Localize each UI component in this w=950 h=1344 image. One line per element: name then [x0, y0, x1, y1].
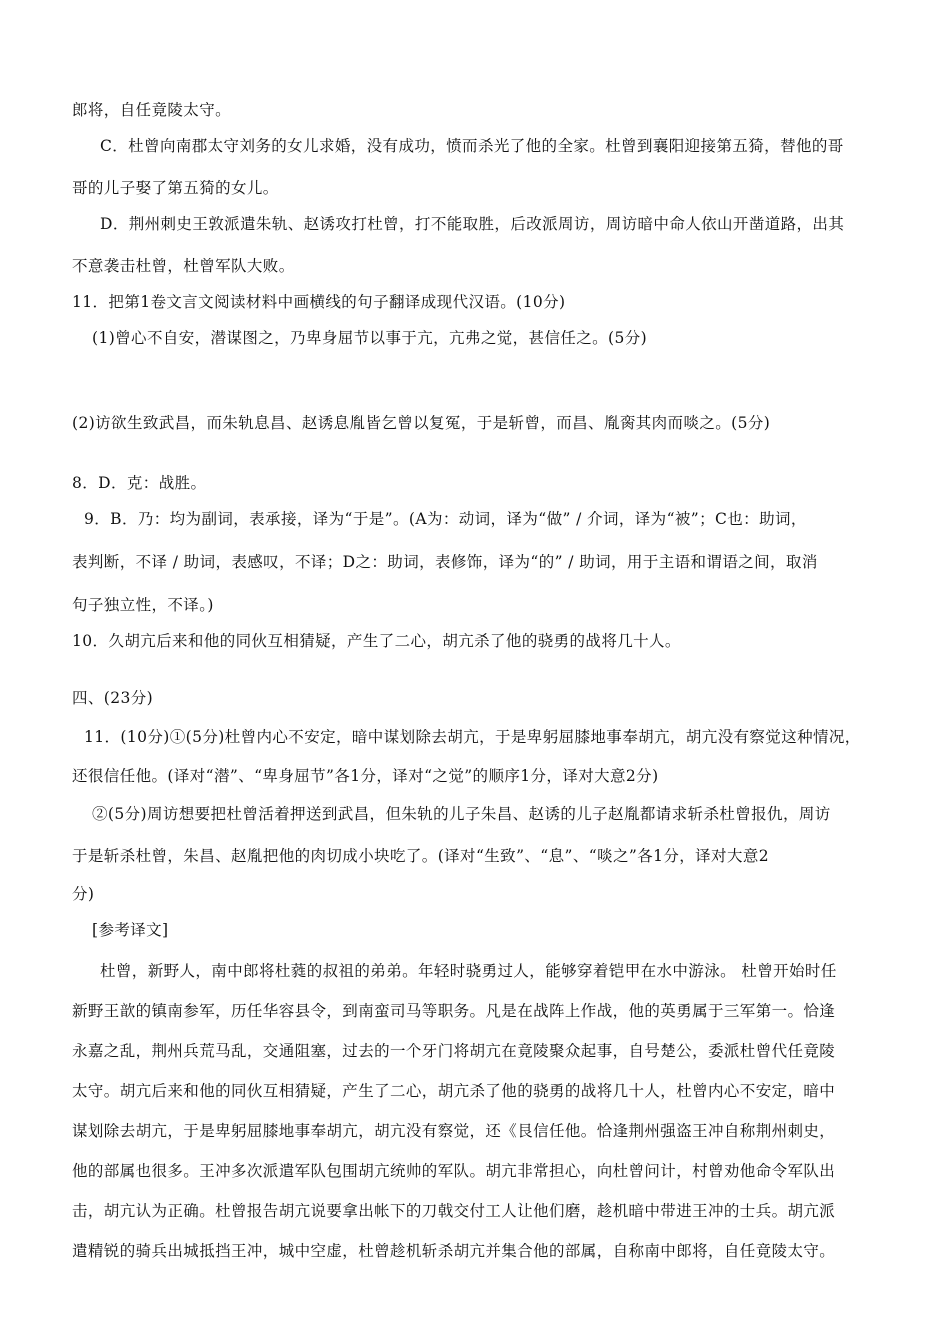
- translation-line: 谋划除去胡亢，于是卑躬屈膝地事奉胡亢，胡亢没有察觉，还《艮信任他。恰逢荆州强盗王冲自称荆州刺史，: [72, 1122, 836, 1140]
- option-d-line: D．荆州刺史王敦派遣朱轨、赵诱攻打杜曾，打不能取胜，后改派周访，周访暗中命人依山开凿道路，出其: [100, 215, 845, 233]
- text-line: 句子独立性，不译。): [72, 596, 214, 614]
- answer-11: 11．(10分)①(5分)杜曾内心不安定，暗中谋划除去胡亢，于是卑躬屈膝地事奉胡亢，胡亢没有察觉这种情况，: [84, 728, 861, 746]
- translation-line: 他的部属也很多。王冲多次派遣军队包围胡亢统帅的军队。胡亢非常担心，向杜曾问计，村曾劝他命令军队出: [72, 1162, 836, 1180]
- section-4-heading: 四、(23分): [72, 689, 154, 707]
- translation-line: 永嘉之乱，荆州兵荒马乱，交通阻塞，过去的一个牙门将胡亢在竟陵聚众起事，自号楚公，委派杜曾代任竟陵: [72, 1042, 836, 1060]
- text-line: 郎将，自任竟陵太守。: [72, 101, 232, 119]
- reference-translation-heading: [参考译文]: [92, 921, 169, 939]
- question-11-heading: 11．把第1卷文言文阅读材料中画横线的句子翻译成现代汉语。(10分): [72, 293, 566, 311]
- question-11-part-1: (1)曾心不自安，潜谋图之，乃卑身屈节以事于亢，亢弗之觉，甚信任之。(5分): [92, 329, 648, 347]
- answer-10: 10．久胡亢后来和他的同伙互相猜疑，产生了二心，胡亢杀了他的骁勇的战将几十人。: [72, 632, 681, 650]
- translation-line: 太守。胡亢后来和他的同伙互相猜疑，产生了二心，胡亢杀了他的骁勇的战将几十人，杜曾内心不安定，暗中: [72, 1082, 836, 1100]
- translation-line: 击，胡亢认为正确。杜曾报告胡亢说要拿出帐下的刀戟交付工人让他们磨，趁机暗中带进王冲的士兵。胡亢派: [72, 1202, 836, 1220]
- text-line: 表判断，不译 / 助词，表感叹，不译；D之：助词，表修饰，译为“的” / 助词，用于主语和谓语之间，取消: [72, 553, 818, 571]
- answer-11-part-2: ②(5分)周访想要把杜曾活着押送到武昌，但朱轨的儿子朱昌、赵诱的儿子赵胤都请求斩杀杜曾报仇，周访: [92, 805, 831, 823]
- text-line: 还很信任他。(译对“潜”、“卑身屈节”各1分，译对“之觉”的顺序1分，译对大意2分): [72, 767, 659, 785]
- translation-line: 新野王歆的镇南参军，历任华容县令，到南蛮司马等职务。凡是在战阵上作战，他的英勇属于三军第一。恰逢: [72, 1002, 836, 1020]
- text-line: 不意袭击杜曾，杜曾军队大败。: [72, 257, 295, 275]
- translation-line: 遣精锐的骑兵出城抵挡王冲，城中空虚，杜曾趁机斩杀胡亢并集合他的部属，自称南中郎将，自任竟陵太守。: [72, 1242, 836, 1260]
- text-line: 于是斩杀杜曾，朱昌、赵胤把他的肉切成小块吃了。(译对“生致”、“息”、“啖之”各1分，译对大意2: [72, 847, 770, 865]
- answer-8: 8．D．克：战胜。: [72, 474, 207, 492]
- translation-line: 杜曾，新野人，南中郎将杜蕤的叔祖的弟弟。年轻时骁勇过人，能够穿着铠甲在水中游泳。 杜曾开始时任: [100, 962, 837, 980]
- answer-9: 9．B．乃：均为副词，表承接，译为“于是”。(A为：动词，译为“做” / 介词，译为“被”；C也：助词，: [84, 510, 807, 528]
- option-c-line: C．杜曾向南郡太守刘务的女儿求婚，没有成功，愤而杀光了他的全家。杜曾到襄阳迎接第五猗，替他的哥: [100, 137, 844, 155]
- question-11-part-2: (2)访欲生致武昌，而朱轨息昌、赵诱息胤皆乞曾以复冤，于是斩曾，而昌、胤脔其肉而啖之。(5分): [72, 414, 771, 432]
- text-line: 哥的儿子娶了第五猗的女儿。: [72, 179, 279, 197]
- text-line: 分): [72, 885, 95, 903]
